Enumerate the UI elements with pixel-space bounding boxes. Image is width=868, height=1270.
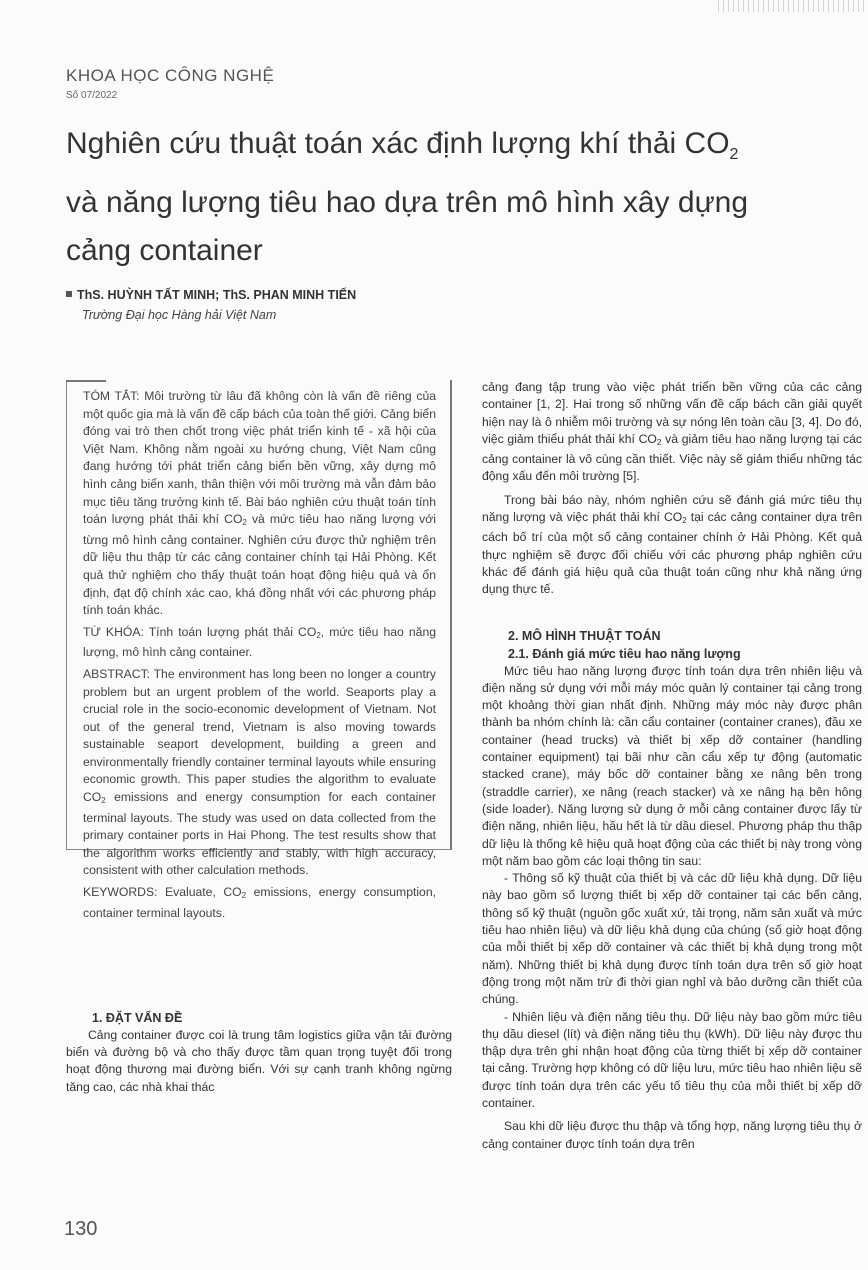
co2-subscript: 2 xyxy=(316,630,321,640)
section-2-1-heading: 2.1. Đánh giá mức tiêu hao năng lượng xyxy=(508,646,741,661)
abstract-vi-text-cont: và mức tiêu hao năng lượng với từng mô hình cảng container. Nghiên cứu được thử nghiệm trên dữ liệu thu thập từ các cảng container chính tại Hải Phòng. Kết quả thử nghiệm cho thấy thuật toán hoạt động hiệu quả và ổn định, đạt độ chính xác cao, khá đồng nhất với các phương pháp tính toán khác. xyxy=(83,512,436,618)
keywords-en-label: KEYWORDS: xyxy=(83,885,158,900)
page-number: 130 xyxy=(64,1218,98,1240)
section-2-paragraph-3: - Nhiên liệu và điện năng tiêu thụ. Dữ liệu này bao gồm mức tiêu thụ dầu diesel (lít) và điện năng tiêu thụ (kWh). Dữ liệu này được thu thập dựa trên ghi nhận hoạt động của từng thiết bị xếp dỡ container tại cảng. Trường hợp không có dữ liệu lưu, mức tiêu hao nhiên liệu sẽ được tính toán dựa trên các yếu tố tiêu thụ của mỗi thiết bị xếp dỡ container. xyxy=(482,1009,862,1110)
abstract-vi-label: TÓM TẮT: xyxy=(83,389,140,403)
keywords-vi-text-cont: , mức tiêu hao năng lượng, mô hình cảng container. xyxy=(83,624,436,660)
abstract-box xyxy=(66,380,452,920)
p1-text-cont: và giảm tiêu hao năng lượng tại các cảng container là vô cùng cần thiết. Việc này sẽ giảm thiểu những tác động xấu đến môi trường [5]. xyxy=(482,431,862,484)
co2-subscript: 2 xyxy=(656,437,662,447)
journal-section: KHOA HỌC CÔNG NGHỆ xyxy=(66,66,275,85)
section-2-paragraph-1: Mức tiêu hao năng lượng được tính toán dựa trên nhiên liệu và điện năng sử dụng với mỗi máy móc quản lý container tại cảng trong một khoảng thời gian nhất định. Những máy móc này được phân thành ba nhóm chính là: cần cẩu container (container cranes), đầu xe container (head trucks) và thiết bị xếp dỡ container (handling container equipment) tại bãi như cần cẩu xếp tự động (automatic stacked crane), máy bốc dỡ container bằng xe nâng bên trong (straddle carrier), xe nâng (reach stacker) và xe nâng hạ bên hông (side loader). Năng lượng sử dụng ở mỗi cảng container được lấy từ điện năng, nhiên liệu, hầu hết là từ dầu diesel. Phương pháp thu thập dữ liệu là thống kê hiệu quả hoạt động của các thiết bị này trong vòng một năm bao gồm các loại thông tin sau: xyxy=(482,663,862,868)
keywords-vi-text: Tính toán lượng phát thải CO xyxy=(143,624,317,639)
p2-text: Trong bài báo này, nhóm nghiên cứu sẽ đánh giá mức tiêu thụ năng lượng và việc phát thải khí CO xyxy=(482,492,862,525)
right-column xyxy=(482,379,862,1153)
title-line-2: và năng lượng tiêu hao dựa trên mô hình xây dựng xyxy=(66,186,749,219)
bullet-icon xyxy=(66,291,72,297)
authors xyxy=(66,288,356,302)
keywords-en xyxy=(83,884,436,922)
keywords-en-text: Evaluate, CO xyxy=(157,885,242,900)
affiliation: Trường Đại học Hàng hải Việt Nam xyxy=(82,308,277,322)
co2-subscript: 2 xyxy=(682,516,687,526)
title-line-1: Nghiên cứu thuật toán xác định lượng khí thải CO xyxy=(66,127,730,160)
section-2-heading: 2. MÔ HÌNH THUẬT TOÁN xyxy=(508,628,661,643)
co2-subscript: 2 xyxy=(101,796,106,806)
section-1-paragraph: Cảng container được coi là trung tâm logistics giữa vận tải đường biển và đường bộ và cho thấy được tầm quan trọng tuyệt đối trong hoạt động thương mại đường biển. Với sự cạnh tranh không ngừng tăng cao, các nhà khai thác xyxy=(66,1028,452,1094)
section-1-heading: 1. ĐẶT VẤN ĐỀ xyxy=(92,1011,183,1025)
abstract-vi xyxy=(83,388,436,620)
section-2-paragraph-2: - Thông số kỹ thuật của thiết bị và các dữ liệu khả dụng. Dữ liệu này bao gồm số lượng thiết bị xếp dỡ container tại các bến cảng, thông số kỹ thuật (nguồn gốc xuất xứ, tải trọng, năm sản xuất và mức tiêu hao nhiên liệu) và dữ liệu khả dụng của chúng (số giờ hoạt động của mỗi thiết bị xếp dỡ container và các thiết bị khả dụng trong một năm). Những thiết bị khả dụng được tính toán dựa trên số giờ hoạt động trong một năm trừ đi thời gian nghỉ và bảo dưỡng cần thiết của chúng. xyxy=(482,871,862,1007)
abstract-en-text-cont: emissions and energy consumption for each container terminal layouts. The study was used on data collected from the primary container ports in Hai Phong. The test results show that the algorithm works efficiently and stably, with high accuracy, consistent with other calculation methods. xyxy=(83,790,436,878)
left-column-body xyxy=(66,1009,452,1096)
p2-text-cont: tại các cảng container dựa trên cách bố trí của một số cảng container chính ở Hải Phòng. Kết quả thực nghiệm sẽ được đối chiếu với các phương pháp nghiên cứu khác để đánh giá hiệu quả của thuật toán cũng như khả năng ứng dụng thực tế. xyxy=(482,510,863,597)
issue-number: Số 07/2022 xyxy=(66,90,118,101)
co2-subscript: 2 xyxy=(241,891,247,901)
article-title xyxy=(66,120,826,275)
abstract-en-label: ABSTRACT: xyxy=(83,666,151,681)
intro-paragraph-2 xyxy=(482,492,862,599)
section-2-paragraph-4: Sau khi dữ liệu được thu thập và tổng hợp, năng lượng tiêu thụ ở cảng container được tính toán dựa trên xyxy=(482,1119,862,1151)
p1-text: cảng đang tập trung vào việc phát triển bền vững của các cảng container [1, 2]. Hai trong số những vấn đề cấp bách cần giải quyết hiện nay là ô nhiễm môi trường và sự nóng lên toàn cầu [3, 4]. Do đó, việc giảm thiểu phát thải khí CO xyxy=(482,380,862,446)
keywords-vi xyxy=(83,624,436,662)
keywords-vi-label: TỪ KHÓA: xyxy=(83,624,144,639)
registration-mark xyxy=(718,0,868,12)
keywords-en-text-cont: emissions, energy consumption, container terminal layouts. xyxy=(83,885,437,920)
abstract-en-text: The environment has long been no longer a country problem but an urgent problem of the world. Seaports play a crucial role in the socio-economic development of Vietnam. Not out of the general trend, Vietnam is also moving towards sustainable seaport development, building a green and environmentally friendly container terminal layouts while ensuring economic growth. This paper studies the algorithm to evaluate CO xyxy=(83,666,436,805)
title-line-3: cảng container xyxy=(66,234,263,267)
intro-paragraph-1 xyxy=(482,379,862,486)
author-names: ThS. HUỲNH TẤT MINH; ThS. PHAN MINH TIẾN xyxy=(77,288,357,302)
abstract-en xyxy=(83,666,436,880)
title-subscript: 2 xyxy=(729,146,739,163)
co2-subscript: 2 xyxy=(242,518,247,528)
abstract-vi-text: Môi trường từ lâu đã không còn là vấn đề riêng của một quốc gia mà là vấn đề cấp bách của toàn thế giới. Cảng biển đóng vai trò then chốt trong việc phát triển kinh tế - xã hội của Việt Nam. Không nằm ngoài xu hướng chung, Việt Nam cũng đang hướng tới phát triển cảng biển bền vững, xây dựng mô hình cảng biển xanh, thân thiện với môi trường mà vẫn đảm bảo mục tiêu tăng trưởng kinh tế. Bài báo nghiên cứu thuật toán tính toán lượng phát thải khí CO xyxy=(83,389,436,527)
